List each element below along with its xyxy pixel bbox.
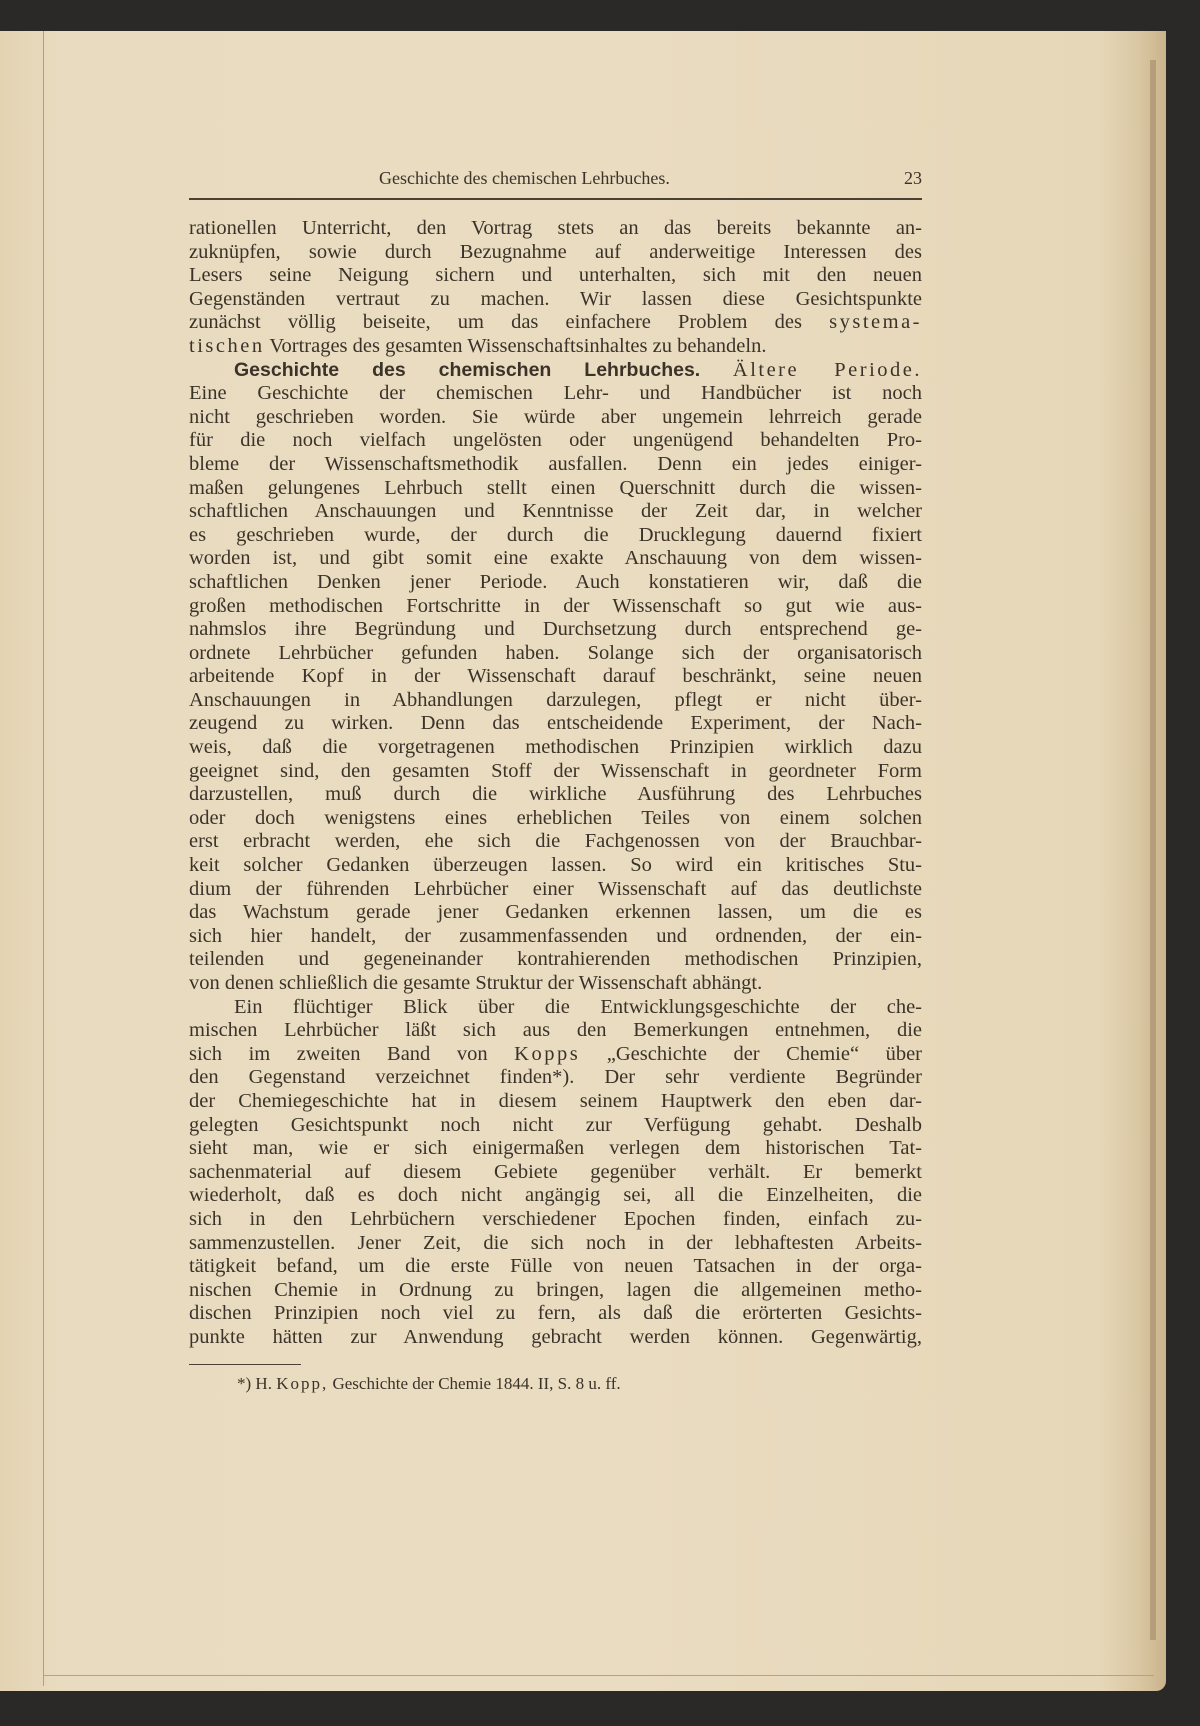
footnote-mark: *) H. (237, 1374, 272, 1393)
text-line: punkte hätten zur Anwendung gebracht werden können. Gegenwärtig, (189, 1325, 922, 1348)
text-line: zeugend zu wirken. Denn das entscheidende Experiment, der Nach- (189, 712, 922, 735)
spaced-word: systema- (829, 311, 923, 334)
line-text: sich im zweiten Band von (189, 1042, 488, 1065)
spaced-word: Kopps (514, 1042, 581, 1065)
text-line: sich in den Lehrbüchern verschiedener Epochen finden, einfach zu- (189, 1207, 922, 1230)
text-line: geeignet sind, den gesamten Stoff der Wissenschaft in geordneter Form (189, 759, 922, 782)
text-line: sich hier handelt, der zusammenfassenden und ordnenden, der ein- (189, 924, 922, 947)
page-edge-shadow (1150, 60, 1156, 1640)
text-line: nischen Chemie in Ordnung zu bringen, lagen die allgemeinen metho- (189, 1278, 922, 1301)
text-line: schaftlichen Anschauungen und Kenntnisse der Zeit dar, in welcher (189, 500, 922, 523)
text-line (189, 335, 922, 359)
line-text: „Geschichte der Chemie“ über (606, 1042, 923, 1065)
text-line: dischen Prinzipien noch viel zu fern, als daß die erörterten Gesichts- (189, 1302, 922, 1325)
text-line: sammenzustellen. Jener Zeit, die sich noch in der lebhaftesten Arbeits- (189, 1231, 922, 1254)
text-line: worden ist, und gibt somit eine exakte Anschauung von dem wissen- (189, 547, 922, 570)
footnote (237, 1374, 621, 1394)
text-line: sachenmaterial auf diesem Gebiete gegenüber verhält. Er bemerkt (189, 1160, 922, 1183)
text-line: gelegten Gesichtspunkt noch nicht zur Verfügung gehabt. Deshalb (189, 1113, 922, 1136)
text-line: großen methodischen Fortschritte in der Wissenschaft so gut wie aus- (189, 594, 922, 617)
text-line: Gegenständen vertraut zu machen. Wir lassen diese Gesichtspunkte (189, 287, 922, 310)
text-line: für die noch vielfach ungelösten oder ungenügend behandelten Pro- (189, 429, 922, 452)
body-text (189, 217, 922, 1350)
spaced-word: tischen (189, 334, 265, 357)
page-number: 23 (904, 168, 922, 188)
text-line: darzustellen, muß durch die wirkliche Ausführung des Lehrbuches (189, 783, 922, 806)
text-line: weis, daß die vorgetragenen methodischen Prinzipien wirklich dazu (189, 736, 922, 759)
text-line: nicht geschrieben worden. Sie würde aber ungemein lehrreich gerade (189, 405, 922, 428)
text-line: den Gegenstand verzeichnet finden*). Der sehr verdiente Begründer (189, 1066, 922, 1089)
text-line: zuknüpfen, sowie durch Bezugnahme auf anderweitige Interessen des (189, 240, 922, 263)
running-head-title: Geschichte des chemischen Lehrbuches. (379, 168, 670, 188)
text-line: rationellen Unterricht, den Vortrag stets an das bereits bekannte an- (189, 217, 922, 239)
running-head (189, 168, 922, 192)
text-line: arbeitende Kopf in der Wissenschaft darauf beschränkt, seine neuen (189, 665, 922, 688)
text-line: maßen gelungenes Lehrbuch stellt einen Querschnitt durch die wissen- (189, 476, 922, 499)
text-line: das Wachstum gerade jener Gedanken erkennen lassen, um die es (189, 901, 922, 924)
text-line: der Chemiegeschichte hat in diesem seinem Hauptwerk den eben dar- (189, 1089, 922, 1112)
line-text: Vortrages des gesamten Wissenschaftsinhaltes zu behandeln. (269, 334, 767, 357)
text-line (189, 1043, 922, 1067)
text-line: schaftlichen Denken jener Periode. Auch konstatieren wir, daß die (189, 570, 922, 593)
text-line: bleme der Wissenschaftsmethodik ausfallen. Denn ein jedes einiger- (189, 452, 922, 475)
text-line: es geschrieben wurde, der durch die Drucklegung dauernd fixiert (189, 523, 922, 546)
section-heading (189, 359, 922, 383)
text-line: Lesers seine Neigung sichern und unterhalten, sich mit den neuen (189, 264, 922, 287)
text-line: keit solcher Gedanken überzeugen lassen. So wird ein kritisches Stu- (189, 854, 922, 877)
text-line: ordnete Lehrbücher gefunden haben. Solange sich der organisatorisch (189, 641, 922, 664)
text-line: erst erbracht werden, ehe sich die Fachgenossen von der Brauchbar- (189, 830, 922, 853)
page-bottom-edge (44, 1675, 1154, 1676)
page-fold-line (43, 31, 44, 1686)
heading-bold: Geschichte des chemischen Lehrbuches. (234, 358, 701, 381)
text-line: Eine Geschichte der chemischen Lehr- und Handbücher ist noch (189, 382, 922, 405)
footnote-author: Kopp, (276, 1374, 329, 1393)
text-line: dium der führenden Lehrbücher einer Wissenschaft auf das deutlichste (189, 877, 922, 900)
text-line: Anschauungen in Abhandlungen darzulegen, pflegt er nicht über- (189, 688, 922, 711)
text-line: sieht man, wie er sich einigermaßen verlegen dem historischen Tat- (189, 1137, 922, 1160)
text-line: teilenden und gegeneinander kontrahierenden methodischen Prinzipien, (189, 948, 922, 971)
text-line: von denen schließlich die gesamte Struktur der Wissenschaft abhängt. (189, 972, 763, 994)
text-line: oder doch wenigstens eines erheblichen Teiles von einem solchen (189, 806, 922, 829)
text-line: tätigkeit befand, um die erste Fülle von neuen Tatsachen in der orga- (189, 1255, 922, 1278)
footnote-text: Geschichte der Chemie 1844. II, S. 8 u. ff. (332, 1374, 621, 1393)
text-line: Ein flüchtiger Blick über die Entwicklungsgeschichte der che- (234, 995, 922, 1018)
text-line: nahmslos ihre Begründung und Durchsetzung durch entsprechend ge- (189, 618, 922, 641)
footnote-rule (189, 1364, 301, 1365)
text-line: mischen Lehrbücher läßt sich aus den Bemerkungen entnehmen, die (189, 1019, 922, 1042)
line-text: zunächst völlig beiseite, um das einfachere Problem des (189, 311, 802, 334)
header-rule (189, 198, 922, 200)
text-line: wiederholt, daß es doch nicht angängig sei, all die Einzelheiten, die (189, 1184, 922, 1207)
text-line (189, 311, 922, 335)
heading-period: Ältere Periode. (732, 358, 923, 381)
